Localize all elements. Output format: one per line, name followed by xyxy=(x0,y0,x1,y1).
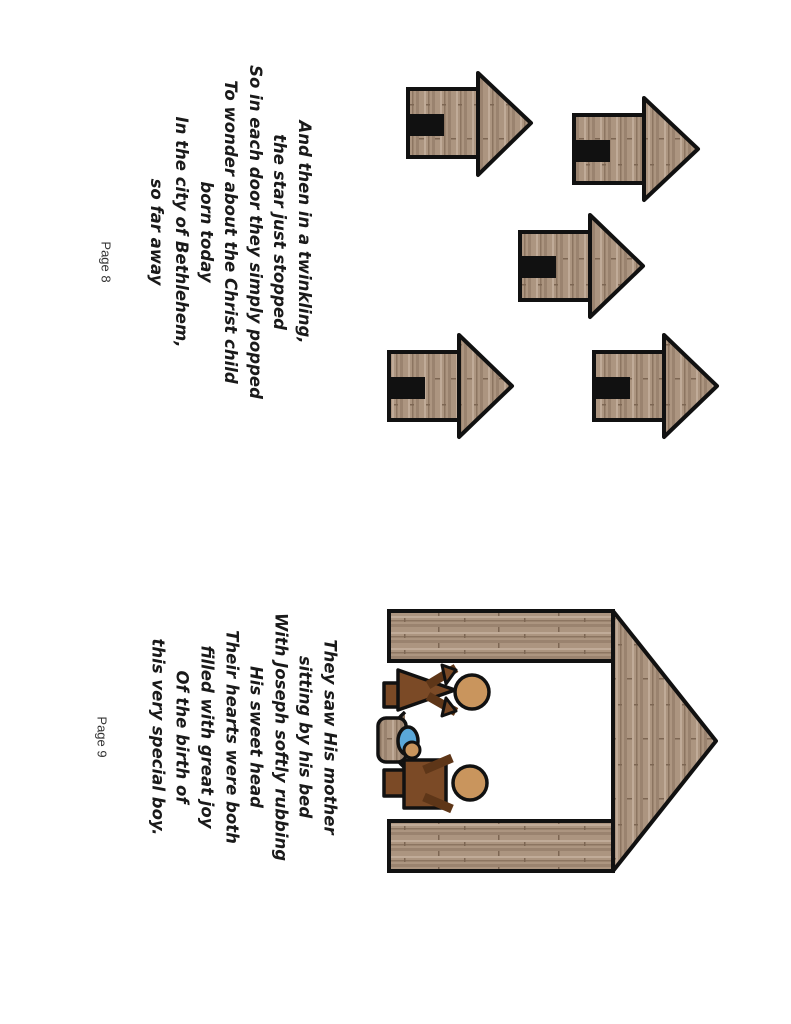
house-door-icon xyxy=(410,114,444,136)
verse-line: So in each door they simply popped xyxy=(245,65,265,399)
verse-line: His sweet head xyxy=(246,666,266,808)
house-1 xyxy=(408,73,531,175)
verse-line: filled with great joy xyxy=(197,645,217,829)
house-door-icon xyxy=(522,256,556,278)
verse-line: the star just stopped xyxy=(270,134,290,330)
verse-line: born today xyxy=(196,181,216,283)
verse-line: this very special boy. xyxy=(148,638,168,836)
verse-line: They saw His mother xyxy=(320,639,340,835)
verse-line: sitting by his bed xyxy=(295,655,315,819)
house-2 xyxy=(574,98,698,200)
verse-line: To wonder about the Christ child xyxy=(221,80,241,384)
house-3 xyxy=(520,215,643,317)
verse-line: so far away xyxy=(147,178,167,286)
house-door-icon xyxy=(391,377,425,399)
verse-line: And then in a twinkling, xyxy=(295,120,315,344)
mary-figure xyxy=(384,665,489,716)
house-door-icon xyxy=(576,140,610,162)
page-9-number: Page 9 xyxy=(94,716,110,758)
joseph-figure xyxy=(384,758,487,809)
page-9-verse xyxy=(145,613,342,861)
page-8-verse xyxy=(144,65,316,399)
house-5 xyxy=(594,335,717,437)
stable xyxy=(389,611,716,871)
verse-line: In the city of Bethlehem, xyxy=(172,116,192,348)
house-4 xyxy=(389,335,512,437)
house-door-icon xyxy=(596,377,630,399)
verse-line: With Joseph softly rubbing xyxy=(271,612,291,862)
page-8-number: Page 8 xyxy=(98,241,114,283)
verse-line: Of the birth of xyxy=(172,670,192,804)
verse-line: Their hearts were both xyxy=(222,630,241,844)
